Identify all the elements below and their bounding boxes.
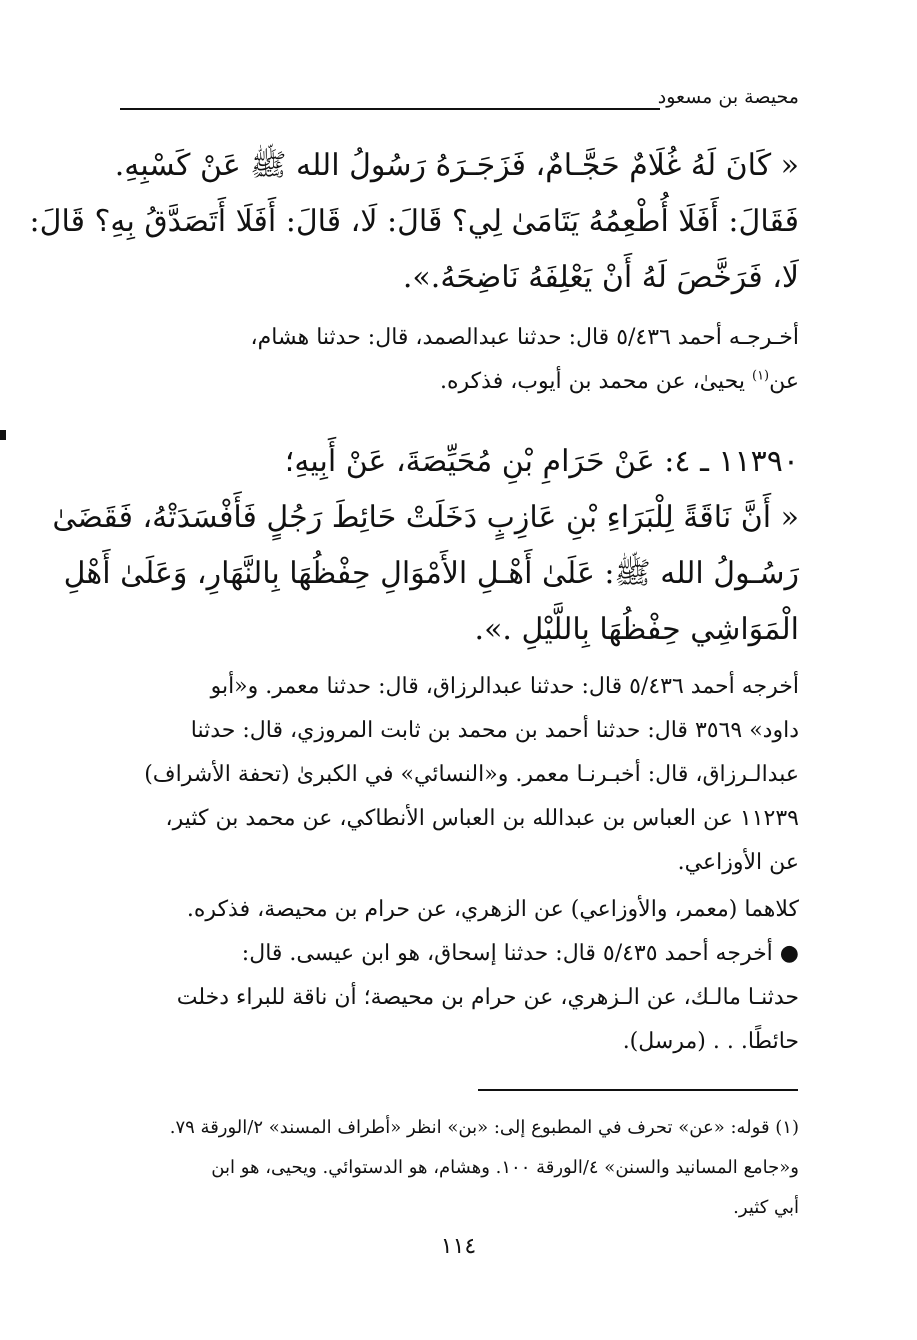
header-rule [120,108,660,110]
takhrij-note-2 [109,665,799,885]
hadith-1-line-2: فَقَالَ: أَفَلَا أُطْعِمُهُ يَتَامَىٰ لِي؟ قَالَ: لَا، قَالَ: أَفَلَا أَتَصَدَّقُ بِهِ؟ قَالَ: [29,204,799,239]
note-2-line-4: ١١٢٣٩ عن العباس بن عبدالله بن العباس الأنطاكي، عن محمد بن كثير، [165,806,799,831]
hadith-1-line-3: لَا، فَرَخَّصَ لَهُ أَنْ يَعْلِفَهُ نَاضِحَهُ.». [402,260,799,295]
note-1-line-2-pre: عن [769,369,799,394]
footnote-line-3: أبي كثير. [733,1197,799,1218]
note-2-line-2: داود» ٣٥٦٩ قال: حدثنا أحمد بن محمد بن ثابت المروزي، قال: حدثنا [190,718,799,743]
hadith-2-line-3: الْمَوَاشِي حِفْظُهَا بِاللَّيْلِ .». [474,612,799,647]
note-3-line-4: حائطًا. . . (مرسل). [622,1029,799,1054]
note-1-line-2-post: يحيىٰ، عن محمد بن أيوب، فذكره. [440,369,752,394]
footnote-line-2: و«جامع المسانيد والسنن» ٤/الورقة ١٠٠. وهشام، هو الدستوائي. ويحيى، هو ابن [211,1157,799,1178]
note-3-line-2-text: أخرجه أحمد ٥/٤٣٥ قال: حدثنا إسحاق، هو ابن عيسى. قال: [241,941,773,966]
footnote-line-1: (١) قوله: «عن» تحرف في المطبوع إلى: «بن» انظر «أطراف المسند» ٢/الورقة ٧٩. [169,1117,799,1138]
hadith-text-1 [29,138,799,306]
hadith-2-line-1: « أَنَّ نَاقَةً لِلْبَرَاءِ بْنِ عَازِبٍ دَخَلَتْ حَائِطَ رَجُلٍ فَأَفْسَدَتْهُ، فَقَضَىٰ [52,500,799,535]
note-1-line-1: أخـرجـه أحمد ٥/٤٣٦ قال: حدثنا عبدالصمد، قال: حدثنا هشام، [250,325,799,350]
note-3-line-1: كلاهما (معمر، والأوزاعي) عن الزهري، عن حرام بن محيصة، فذكره. [186,897,799,922]
note-3-line-2 [109,932,799,976]
bullet-icon: ● [779,941,799,966]
note-1-line-2 [109,360,799,404]
note-2-line-1: أخرجه أحمد ٥/٤٣٦ قال: حدثنا عبدالرزاق، قال: حدثنا معمر. و«أبو [210,674,799,699]
hadith-text-2 [52,434,799,658]
hadith-2-line-2: رَسُـولُ الله ﷺ: عَلَىٰ أَهْـلِ الأَمْوَالِ حِفْظُهَا بِالنَّهَارِ، وَعَلَىٰ أَهْلِ [63,556,799,591]
running-header [120,86,799,126]
page-number: ١١٤ [440,1234,477,1259]
note-2-line-3: عبدالـرزاق، قال: أخبـرنـا معمر. و«النسائي» في الكبرىٰ (تحفة الأشراف) [144,762,799,787]
note-3-line-3: حدثنـا مالـك، عن الـزهري، عن حرام بن محيصة؛ أن ناقة للبراء دخلت [176,985,799,1010]
takhrij-note-3 [109,888,799,1064]
takhrij-note-1 [109,316,799,404]
page-edge-mark [0,430,6,440]
footnote-reference[interactable]: (١) [751,368,770,384]
footnote [109,1108,799,1228]
note-2-line-5: عن الأوزاعي. [677,850,799,875]
footnote-rule [478,1089,798,1091]
hadith-2-heading: ١١٣٩٠ ـ ٤: عَنْ حَرَامِ بْنِ مُحَيِّصَةَ، عَنْ أَبِيهِ؛ [284,444,799,479]
hadith-1-line-1: « كَانَ لَهُ غُلَامٌ حَجَّـامٌ، فَزَجَـرَهُ رَسُولُ الله ﷺ عَنْ كَسْبِهِ. [114,148,799,183]
header-title: محيصة بن مسعود [657,86,799,108]
